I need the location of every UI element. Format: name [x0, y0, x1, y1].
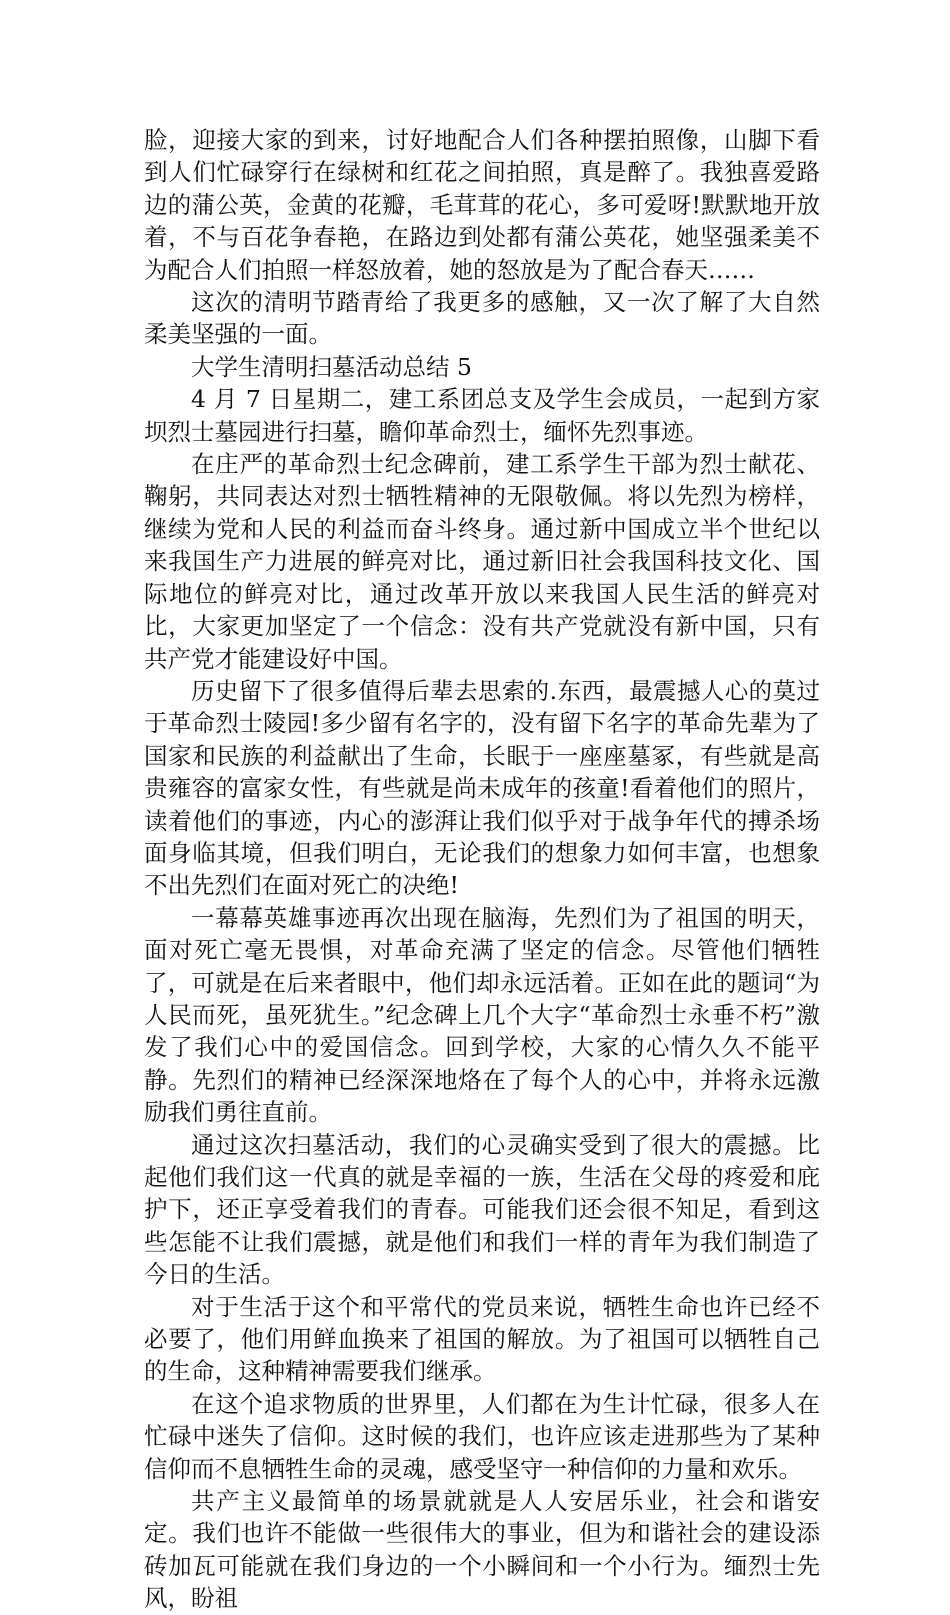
paragraph: 一幕幕英雄事迹再次出现在脑海，先烈们为了祖国的明天，面对死亡毫无畏惧，对革命充满了坚定的信念。尽管他们牺牲了，可就是在后来者眼中，他们却永远活着。正如在此的题词“为人民而死，虽死犹生。”纪念碑上几个大字“革命烈士永垂不朽”激发了我们心中的爱国信念。回到学校，大家的心情久久不能平静。先烈们的精神已经深深地烙在了每个人的心中，并将永远激励我们勇往直前。: [144, 903, 820, 1127]
paragraph: 通过这次扫墓活动，我们的心灵确实受到了很大的震撼。比起他们我们这一代真的就是幸福的一族，生活在父母的疼爱和庇护下，还正享受着我们的青春。可能我们还会很不知足，看到这些怎能不让我们震撼，就是他们和我们一样的青年为我们制造了今日的生活。: [144, 1130, 820, 1289]
paragraph: 历史留下了很多值得后辈去思索的.东西，最震撼人心的莫过于革命烈士陵园!多少留有名字的，没有留下名字的革命先辈为了国家和民族的利益献出了生命，长眠于一座座墓冢，有些就是高贵雍容的富家女性，有些就是尚未成年的孩童!看着他们的照片，读着他们的事迹，内心的澎湃让我们似乎对于战争年代的搏杀场面身临其境，但我们明白，无论我们的想象力如何丰富，也想象不出先烈们在面对死亡的决绝!: [144, 676, 820, 900]
paragraph: 在庄严的革命烈士纪念碑前，建工系学生干部为烈士献花、鞠躬，共同表达对烈士牺牲精神的无限敬佩。将以先烈为榜样，继续为党和人民的利益而奋斗终身。通过新中国成立半个世纪以来我国生产力进展的鲜亮对比，通过新旧社会我国科技文化、国际地位的鲜亮对比，通过改革开放以来我国人民生活的鲜亮对比，大家更加坚定了一个信念：没有共产党就没有新中国，只有共产党才能建设好中国。: [144, 450, 820, 673]
paragraph: 对于生活于这个和平常代的党员来说，牺牲生命也许已经不必要了，他们用鲜血换来了祖国的解放。为了祖国可以牺牲自己的生命，这种精神需要我们继承。: [144, 1292, 820, 1386]
section-heading: 大学生清明扫墓活动总结 5: [191, 352, 472, 381]
paragraph-continued: 脸，迎接大家的到来，讨好地配合人们各种摆拍照像，山脚下看到人们忙碌穿行在绿树和红花之间拍照，真是醉了。我独喜爱路边的蒲公英，金黄的花瓣，毛茸茸的花心，多可爱呀!默默地开放着，不与百花争春艳，在路边到处都有蒲公英花，她坚强柔美不为配合人们拍照一样怒放着，她的怒放是为了配合春天……: [144, 126, 820, 284]
paragraph: 这次的清明节踏青给了我更多的感触，又一次了解了大自然柔美坚强的一面。: [144, 288, 820, 349]
document-page: [144, 124, 820, 1615]
paragraph: 共产主义最简单的场景就就是人人安居乐业，社会和谐安定。我们也许不能做一些很伟大的事业，但为和谐社会的建设添砖加瓦可能就在我们身边的一个小瞬间和一个小行为。缅烈士先风，盼祖: [144, 1487, 820, 1613]
paragraph: 在这个追求物质的世界里，人们都在为生计忙碌，很多人在忙碌中迷失了信仰。这时候的我们，也许应该走进那些为了某种信仰而不息牺牲生命的灵魂，感受坚守一种信仰的力量和欢乐。: [144, 1389, 820, 1483]
paragraph: 4 月 7 日星期二，建工系团总支及学生会成员，一起到方家坝烈士墓园进行扫墓，瞻仰革命烈士，缅怀先烈事迹。: [144, 385, 820, 446]
